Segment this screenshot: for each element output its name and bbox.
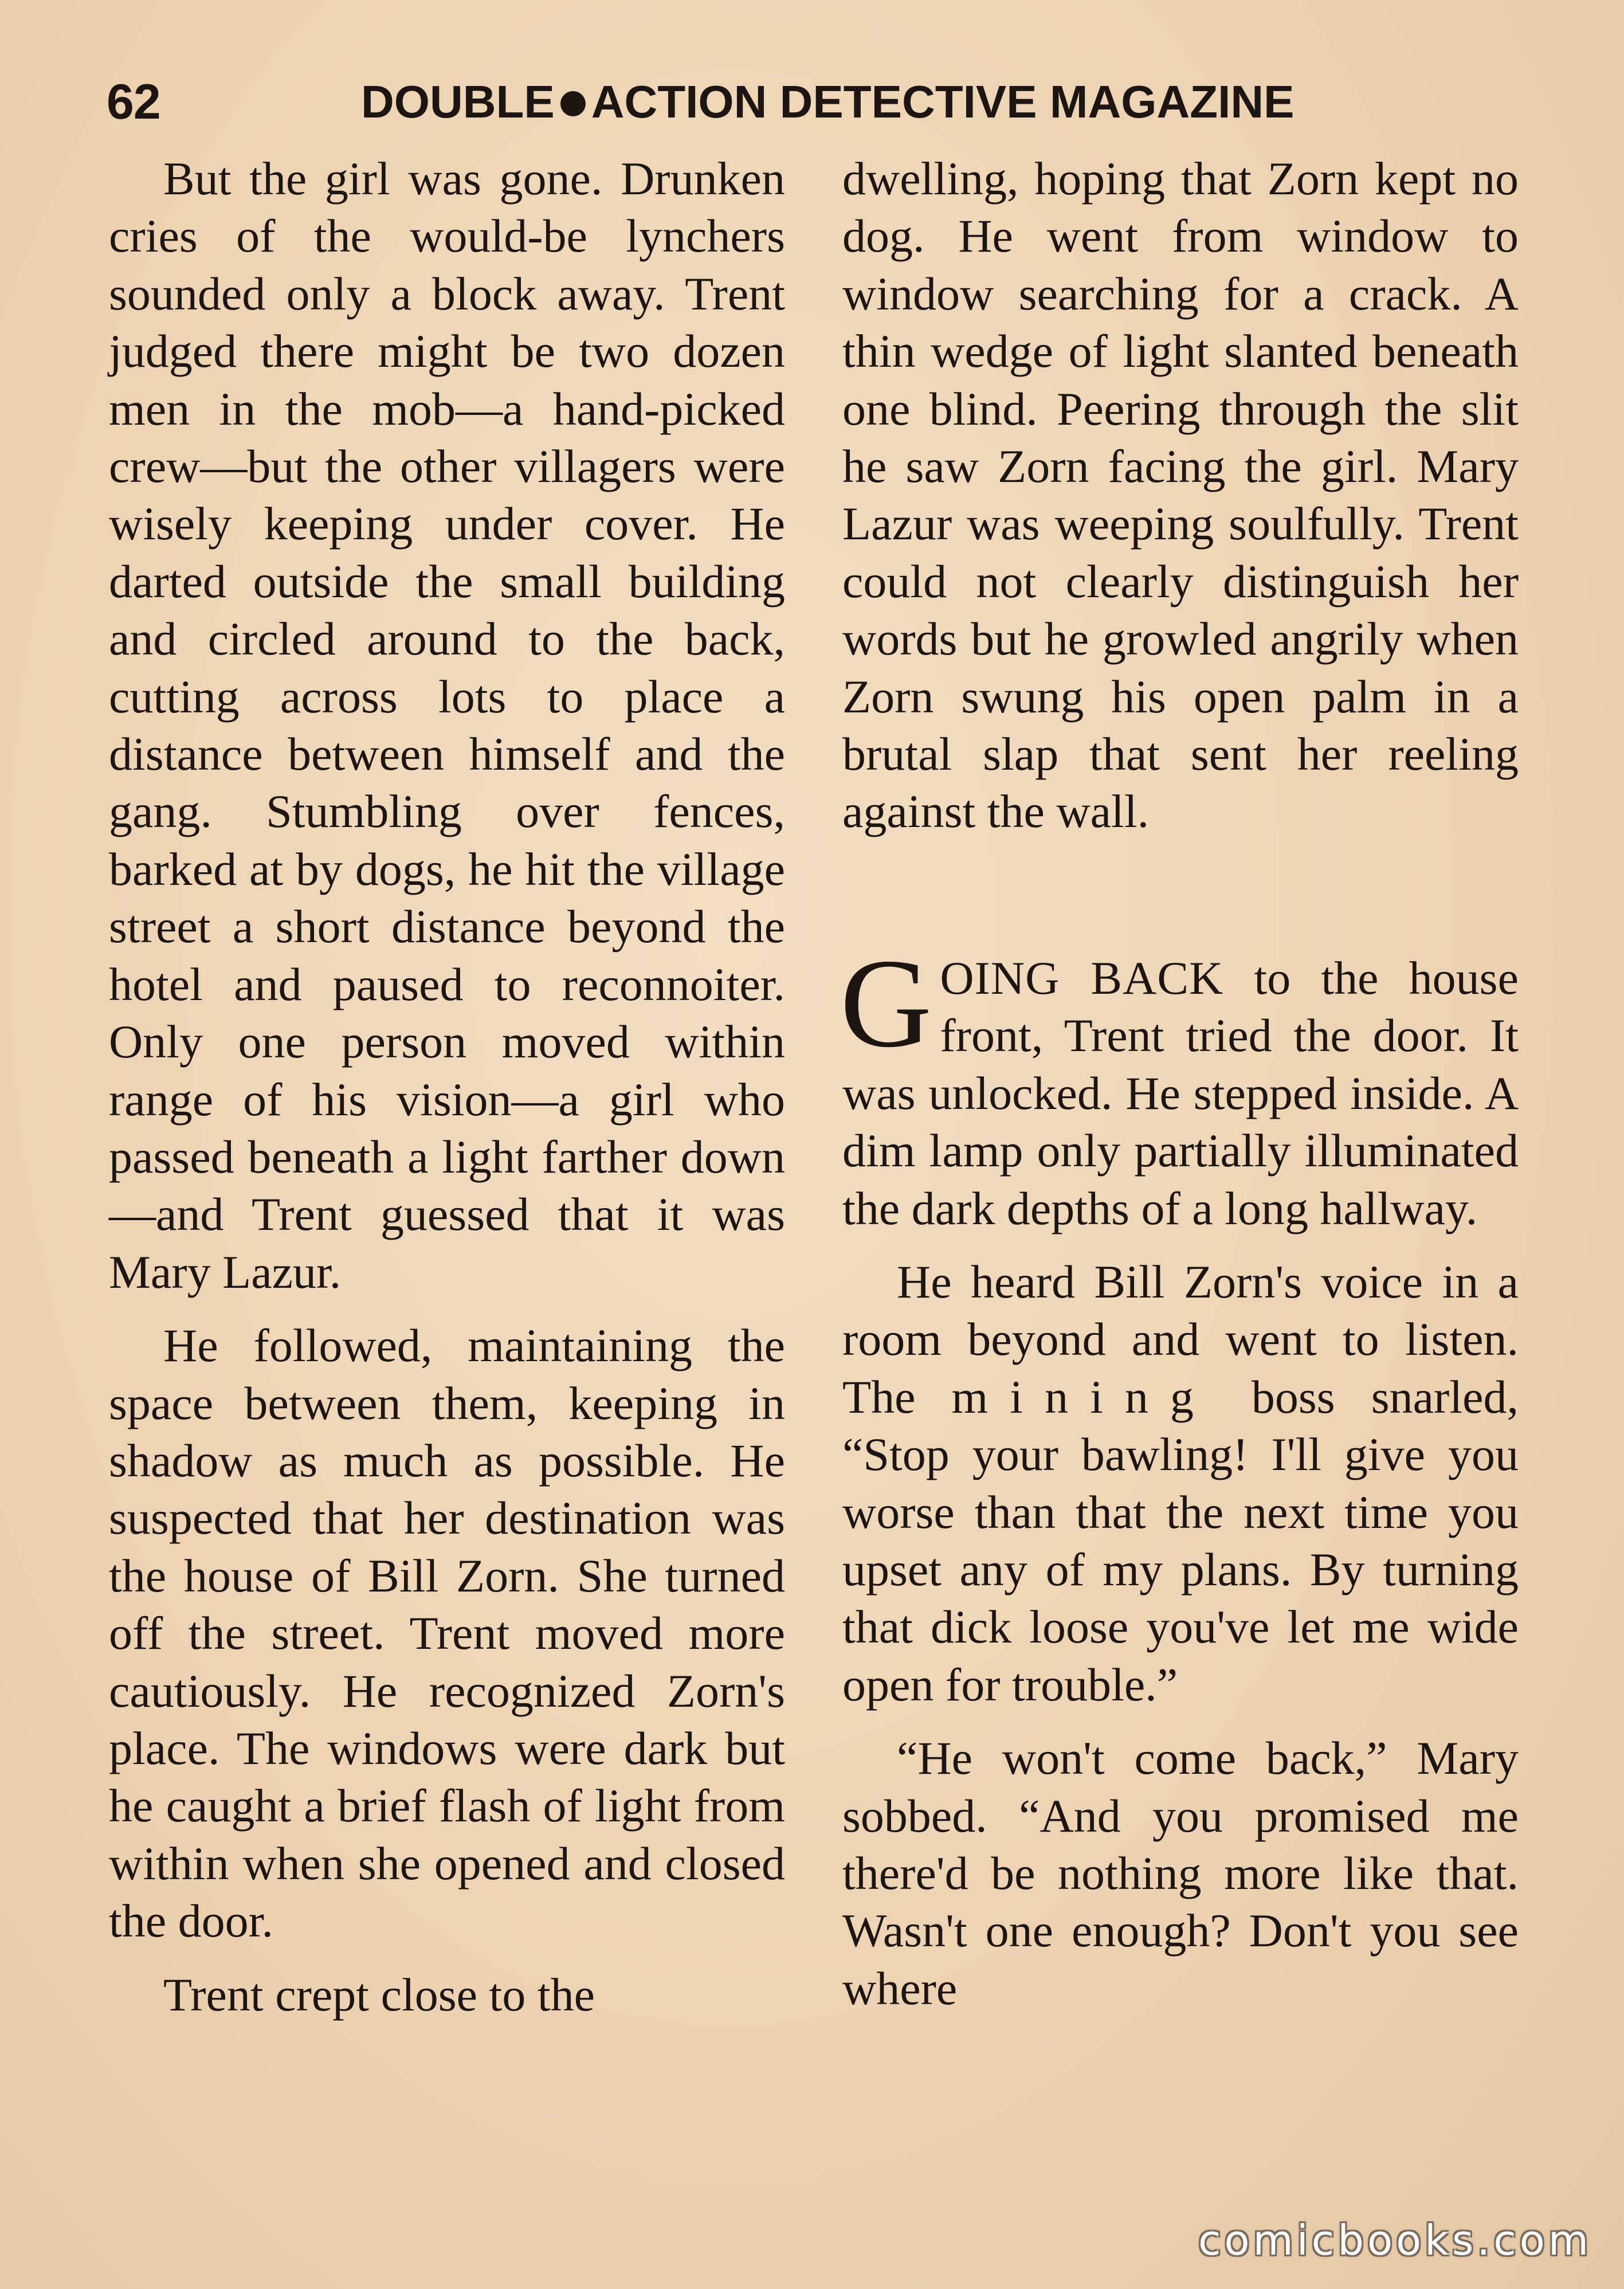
bullet-icon	[560, 91, 586, 116]
page-header	[0, 0, 1624, 166]
left-paragraph-2: He followed, maintaining the space between them, keeping in shadow as much as possible. He suspected that her destination was the house of Bill Zorn. She turned off the street. Trent moved more cautiously. He recognized Zorn's place. The windows were dark but he caught a brief flash of light from within when she opened and closed the door.	[109, 1319, 785, 1947]
left-paragraph-3: Trent crept close to the	[163, 1968, 595, 2021]
right-paragraph-2	[840, 932, 1519, 1237]
right-paragraph-1: dwelling, hoping that Zorn kept no dog. He went from window to window searching for a crack. A thin wedge of light slanted beneath one blind. Peering through the slit he saw Zorn facing the girl. Mary Lazur was weeping soulfully. Trent could not clearly distinguish her words but he growled angrily when Zorn swung his open palm in a brutal slap that sent her reeling against the wall.	[842, 152, 1519, 838]
magazine-title-part1: DOUBLE	[361, 76, 555, 127]
left-paragraph-1: But the girl was gone. Drunken cries of the would-be lynchers sounded only a block away. Trent judged there might be two dozen men in the mob—a hand-picked crew—but the other villagers were wisely keeping under cover. He darted outside the small building and circled around to the back, cutting across lots to place a distance between himself and the gang. Stumbling over fences, barked at by dogs, he hit the village street a short distance beyond the hotel and paused to reconnoiter. Only one person moved within range of his vision—a girl who passed beneath a light farther down—and Trent guessed that it was Mary Lazur.	[109, 152, 785, 1298]
magazine-title	[361, 73, 1294, 131]
right-paragraph-3-start: He heard Bill Zorn's voice in a room beyond and went to listen. The	[842, 1255, 1519, 1423]
drop-cap: G	[840, 932, 932, 1074]
magazine-title-part2: ACTION DETECTIVE MAGAZINE	[591, 76, 1295, 127]
section-lead-in: OING BACK	[940, 951, 1224, 1004]
right-paragraph-4: “He won't come back,” Mary sobbed. “And you promised me there'd be nothing more like that. Wasn't one enough? Don't you see where	[842, 1732, 1519, 2014]
right-paragraph-3	[842, 1253, 1519, 1714]
right-paragraph-2-text: to the house front, Trent tried the door. It was unlocked. He stepped inside. A dim lamp only partially illuminated the dark depths of a long hallway.	[842, 951, 1519, 1234]
left-column	[109, 150, 785, 2024]
right-column	[842, 150, 1519, 2017]
watermark: comicbooks.com	[1198, 2216, 1592, 2264]
page-number: 62	[107, 75, 160, 130]
right-paragraph-3-end: boss snarled, “Stop your bawling! I'll give you worse than that the next time you upset any of my plans. By turning that dick loose you've let me wide open for trouble.”	[842, 1370, 1519, 1711]
spaced-word: mining	[951, 1370, 1215, 1423]
